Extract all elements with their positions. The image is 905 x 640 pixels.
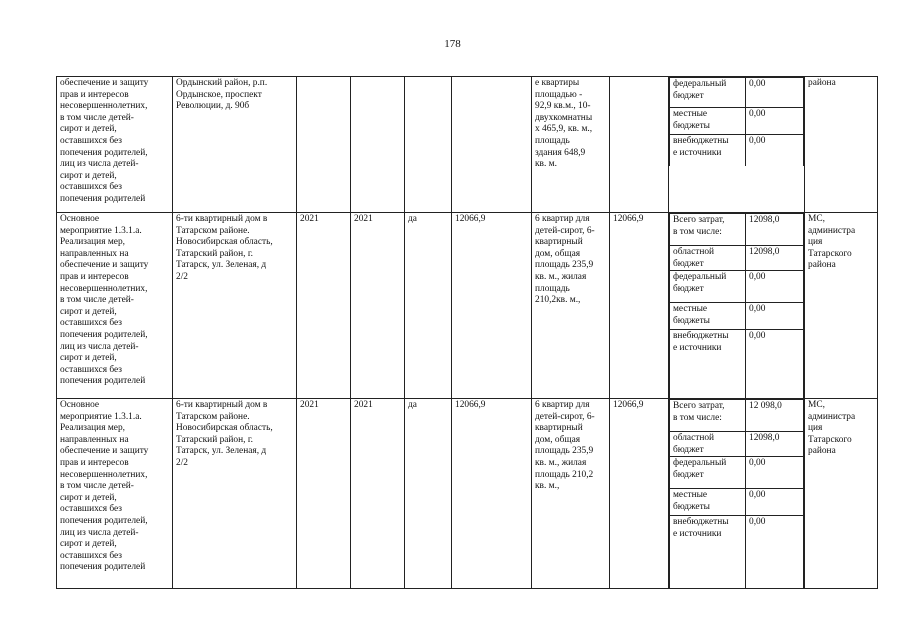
measure-name-text: обеспечение и защиту прав и интересов несовершеннолетних, в том числе детей- сирот и детей, оставшихся без попечения родителей, лиц из числа детей- сирот и детей, оставшихся без попечения родителей bbox=[60, 78, 149, 204]
description-text: 6 квартир для детей-сирот, 6- квартирный дом, общая площадь 235,9 кв. м., жилая площадь 210,2кв. м., bbox=[535, 214, 595, 306]
financing-value bbox=[746, 400, 804, 432]
financing-value bbox=[746, 516, 804, 588]
financing-value bbox=[746, 214, 804, 246]
financing-source-text: внебюджетны е источники bbox=[673, 331, 729, 353]
description-text: 6 квартир для детей-сирот, 6- квартирный дом, общая площадь 235,9 кв. м., жилая площадь 210,2 кв. м., bbox=[535, 400, 595, 492]
financing-cell bbox=[669, 213, 805, 399]
object-address-cell bbox=[173, 399, 297, 589]
financing-source bbox=[670, 330, 746, 398]
description-cell bbox=[532, 213, 610, 399]
year-start-text: 2021 bbox=[300, 400, 319, 410]
cost-text: 12066,9 bbox=[455, 214, 486, 224]
financing-row bbox=[670, 330, 804, 398]
financing-source-text: федеральный бюджет bbox=[673, 458, 727, 480]
financing-table bbox=[669, 213, 804, 398]
financing-value bbox=[746, 135, 804, 166]
financing-source-text: внебюджетны е источники bbox=[673, 517, 729, 539]
financing-value-text: 0,00 bbox=[749, 136, 766, 146]
object-address-text: 6-ти квартирный дом в Татарском районе. Новосибирская область, Татарский район, г. Татарск, ул. Зеленая, д 2/2 bbox=[176, 214, 273, 282]
year-start-text: 2021 bbox=[300, 214, 319, 224]
description-cell bbox=[532, 399, 610, 589]
financing-source bbox=[670, 135, 746, 166]
financing-source bbox=[670, 108, 746, 135]
financing-value-text: 0,00 bbox=[749, 272, 766, 283]
financing-table bbox=[669, 77, 804, 166]
flag-text: да bbox=[408, 400, 417, 410]
executor-text: района bbox=[808, 78, 836, 88]
financing-source bbox=[670, 457, 746, 489]
financing-source-text: Всего затрат, в том числе: bbox=[673, 401, 725, 423]
year-start-cell bbox=[297, 399, 351, 589]
year-end-cell bbox=[351, 399, 405, 589]
flag-cell bbox=[405, 77, 452, 213]
financing-source bbox=[670, 78, 746, 108]
flag-cell bbox=[405, 399, 452, 589]
object-address-text: 6-ти квартирный дом в Татарском районе. Новосибирская область, Татарский район, г. Татарск, ул. Зеленая, д 2/2 bbox=[176, 400, 273, 468]
financing-value bbox=[746, 330, 804, 398]
financing-row bbox=[670, 303, 804, 330]
financing-source-text: областной бюджет bbox=[673, 247, 715, 269]
table-row bbox=[57, 213, 878, 399]
object-address-text: Ордынский район, р.п. Ордынское, проспект Революции, д. 90б bbox=[176, 78, 268, 112]
measure-name-cell bbox=[57, 77, 173, 213]
financing-value bbox=[746, 432, 804, 457]
financing-value-text: 0,00 bbox=[749, 490, 766, 501]
cost-cell bbox=[452, 399, 532, 589]
financing-row bbox=[670, 457, 804, 489]
year-end-cell bbox=[351, 77, 405, 213]
cost2-cell bbox=[610, 213, 669, 399]
description-cell bbox=[532, 77, 610, 213]
financing-source-text: Всего затрат, в том числе: bbox=[673, 215, 725, 237]
financing-value bbox=[746, 78, 804, 108]
financing-source-text: федеральный бюджет bbox=[673, 272, 727, 294]
flag-cell bbox=[405, 213, 452, 399]
financing-source bbox=[670, 489, 746, 516]
financing-table bbox=[669, 399, 804, 588]
financing-value-text: 12098,0 bbox=[749, 433, 780, 443]
financing-source-text: федеральный бюджет bbox=[673, 79, 727, 101]
year-start-cell bbox=[297, 213, 351, 399]
program-table bbox=[56, 76, 878, 589]
cost-text: 12066,9 bbox=[455, 400, 486, 410]
financing-source-text: местные бюджеты bbox=[673, 304, 710, 326]
object-address-cell bbox=[173, 213, 297, 399]
financing-value-text: 12 098,0 bbox=[749, 401, 782, 411]
financing-row bbox=[670, 135, 804, 166]
financing-value bbox=[746, 246, 804, 271]
financing-cell bbox=[669, 399, 805, 589]
flag-text: да bbox=[408, 214, 417, 224]
financing-row bbox=[670, 108, 804, 135]
object-address-cell bbox=[173, 77, 297, 213]
financing-value bbox=[746, 457, 804, 489]
financing-value bbox=[746, 271, 804, 303]
financing-row bbox=[670, 214, 804, 246]
measure-name-cell bbox=[57, 399, 173, 589]
executor-cell bbox=[805, 77, 878, 213]
measure-name-cell bbox=[57, 213, 173, 399]
cost2-cell bbox=[610, 77, 669, 213]
cost-cell bbox=[452, 213, 532, 399]
financing-source bbox=[670, 400, 746, 432]
financing-value-text: 0,00 bbox=[749, 79, 766, 89]
financing-row bbox=[670, 432, 804, 457]
executor-cell bbox=[805, 213, 878, 399]
executor-text: МС, администра ция Татарского района bbox=[808, 400, 856, 457]
page-number: 178 bbox=[444, 38, 461, 50]
financing-row bbox=[670, 489, 804, 516]
financing-value-text: 0,00 bbox=[749, 517, 766, 528]
financing-value bbox=[746, 108, 804, 135]
description-text: е квартиры площадью - 92,9 кв.м., 10- двухкомнатны х 465,9, кв. м., площадь здания 648,9 кв. м. bbox=[535, 78, 593, 170]
financing-row bbox=[670, 271, 804, 303]
financing-source bbox=[670, 246, 746, 271]
financing-value-text: 12098,0 bbox=[749, 247, 780, 257]
financing-source bbox=[670, 516, 746, 588]
measure-name-text: Основное мероприятие 1.3.1.а. Реализация мер, направленных на обеспечение и защиту прав и интересов несовершеннолетних, в том числе детей- сирот и детей, оставшихся без попечения родителей, лиц из числа детей- сирот и детей, оставшихся без попечения родителей bbox=[60, 400, 149, 573]
table-row bbox=[57, 399, 878, 589]
cost2-text: 12066,9 bbox=[613, 400, 644, 410]
measure-name-text: Основное мероприятие 1.3.1.а. Реализация мер, направленных на обеспечение и защиту прав и интересов несовершеннолетних, в том числе детей- сирот и детей, оставшихся без попечения родителей, лиц из числа детей- сирот и детей, оставшихся без попечения родителей bbox=[60, 214, 149, 387]
financing-value-text: 0,00 bbox=[749, 304, 766, 315]
financing-source bbox=[670, 271, 746, 303]
financing-value-text: 0,00 bbox=[749, 458, 766, 469]
financing-row bbox=[670, 516, 804, 588]
cost2-cell bbox=[610, 399, 669, 589]
financing-row bbox=[670, 246, 804, 271]
year-end-text: 2021 bbox=[354, 214, 373, 224]
financing-source-text: местные бюджеты bbox=[673, 109, 710, 131]
cost-cell bbox=[452, 77, 532, 213]
financing-value-text: 0,00 bbox=[749, 331, 766, 342]
financing-row bbox=[670, 400, 804, 432]
financing-source bbox=[670, 303, 746, 330]
financing-source-text: местные бюджеты bbox=[673, 490, 710, 512]
executor-text: МС, администра ция Татарского района bbox=[808, 214, 856, 271]
financing-source-text: областной бюджет bbox=[673, 433, 715, 455]
financing-source bbox=[670, 214, 746, 246]
financing-source-text: внебюджетны е источники bbox=[673, 136, 729, 158]
cost2-text: 12066,9 bbox=[613, 214, 644, 224]
year-end-cell bbox=[351, 213, 405, 399]
year-end-text: 2021 bbox=[354, 400, 373, 410]
year-start-cell bbox=[297, 77, 351, 213]
financing-source bbox=[670, 432, 746, 457]
financing-value-text: 0,00 bbox=[749, 109, 766, 119]
financing-row bbox=[670, 78, 804, 108]
financing-cell bbox=[669, 77, 805, 213]
executor-cell bbox=[805, 399, 878, 589]
table-row bbox=[57, 77, 878, 213]
financing-value bbox=[746, 303, 804, 330]
financing-value-text: 12098,0 bbox=[749, 215, 780, 225]
financing-value bbox=[746, 489, 804, 516]
